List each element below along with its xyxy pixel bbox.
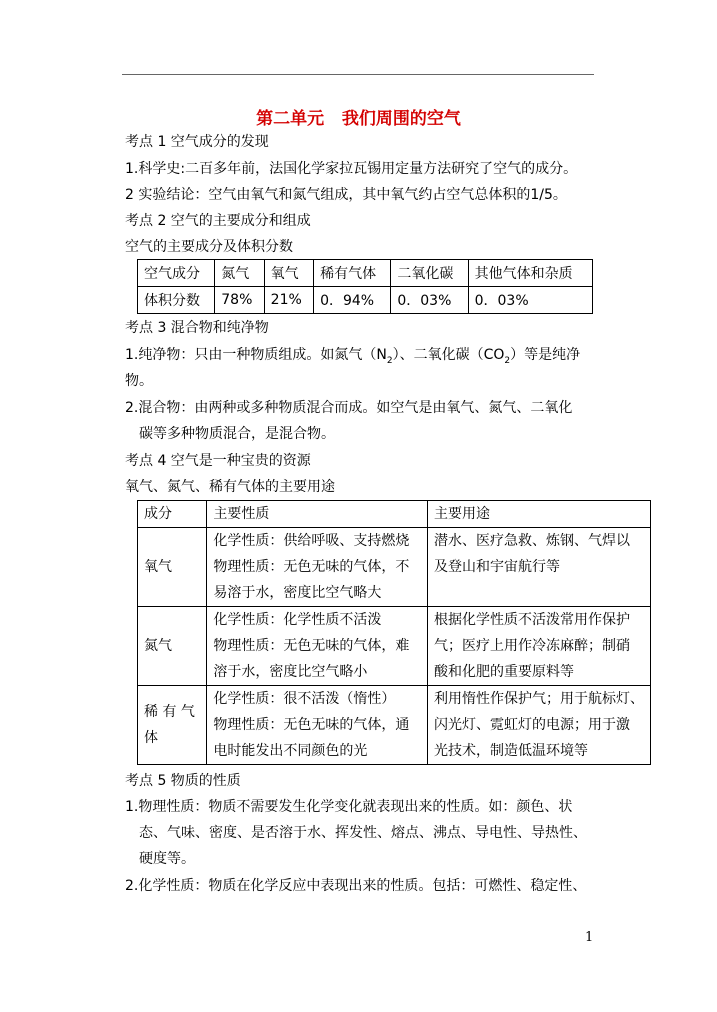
table-cell: 二氧化碳 <box>391 260 468 287</box>
table-caption: 氧气、氮气、稀有气体的主要用途 <box>125 479 335 495</box>
table-cell <box>207 528 428 607</box>
section-heading-2: 考点 2 空气的主要成分和组成 <box>125 213 311 229</box>
table-cell: 氮气 <box>215 260 264 287</box>
table-row <box>138 501 651 528</box>
text: 闪光灯、霓虹灯的电源；用于激 <box>433 717 630 733</box>
text: 物理性质：无色无味的气体，通 <box>213 717 410 733</box>
table-cell <box>207 607 428 686</box>
table-row <box>138 287 593 314</box>
text: 溶于水，密度比空气略小 <box>213 664 368 680</box>
paragraph: 2 实验结论：空气由氧气和氮气组成，其中氧气约占空气总体积的1/5。 <box>125 187 567 203</box>
text: 电时能发出不同颜色的光 <box>213 743 368 759</box>
table-cell <box>207 686 428 765</box>
page-title: 第二单元 我们周围的空气 <box>256 109 461 129</box>
text: ）等是纯净 <box>510 347 581 363</box>
paragraph <box>125 346 580 370</box>
page-number: 1 <box>585 930 594 945</box>
header-rule <box>122 74 594 75</box>
table-cell: 0．03% <box>468 287 592 314</box>
air-composition-table <box>137 259 593 314</box>
text: 及登山和宇宙航行等 <box>433 559 560 575</box>
paragraph: 1.物理性质：物质不需要发生化学变化就表现出来的性质。如：颜色、状 <box>125 799 573 815</box>
table-cell <box>427 686 650 765</box>
paragraph: 态、气味、密度、是否溶于水、挥发性、熔点、沸点、导电性、导热性、 <box>139 825 587 841</box>
table-cell <box>427 528 650 607</box>
section-heading-4: 考点 4 空气是一种宝贵的资源 <box>125 453 311 469</box>
table-cell: 成分 <box>138 501 207 528</box>
paragraph: 碳等多种物质混合，是混合物。 <box>139 426 335 442</box>
table-cell: 主要用途 <box>427 501 650 528</box>
section-heading-5: 考点 5 物质的性质 <box>125 773 241 789</box>
text: 物理性质：无色无味的气体，难 <box>213 638 410 654</box>
table-cell <box>427 607 650 686</box>
table-cell: 氧气 <box>264 260 313 287</box>
text: 化学性质：化学性质不活泼 <box>213 612 382 628</box>
subscript: 2 <box>386 355 393 366</box>
table-cell: 体积分数 <box>138 287 215 314</box>
subscript: 2 <box>504 355 511 366</box>
section-heading-3: 考点 3 混合物和纯净物 <box>125 320 269 336</box>
table-cell <box>138 686 207 765</box>
text: 易溶于水，密度比空气略大 <box>213 585 382 601</box>
table-cell: 0．03% <box>391 287 468 314</box>
table-cell: 氧气 <box>138 528 207 607</box>
text: 潜水、医疗急救、炼钢、气焊以 <box>433 533 630 549</box>
paragraph: 2.化学性质：物质在化学反应中表现出来的性质。包括：可燃性、稳定性、 <box>125 878 587 894</box>
text: 物理性质：无色无味的气体，不 <box>213 559 410 575</box>
gas-uses-table <box>137 500 651 765</box>
text: 化学性质：供给呼吸、支持燃烧 <box>213 533 410 549</box>
table-cell: 21% <box>264 287 313 314</box>
table-cell: 空气成分 <box>138 260 215 287</box>
text: 利用惰性作保护气；用于航标灯、 <box>433 691 644 707</box>
text: 化学性质：很不活泼（惰性） <box>213 691 396 707</box>
table-row <box>138 686 651 765</box>
paragraph: 硬度等。 <box>139 851 195 867</box>
table-cell: 其他气体和杂质 <box>468 260 592 287</box>
table-cell: 氮气 <box>138 607 207 686</box>
text: 稀 有 气 <box>144 704 195 720</box>
table-cell: 78% <box>215 287 264 314</box>
text: 体 <box>144 730 158 746</box>
table-caption: 空气的主要成分及体积分数 <box>125 239 293 255</box>
table-row <box>138 260 593 287</box>
paragraph: 物。 <box>125 373 153 389</box>
table-row <box>138 607 651 686</box>
text: 光技术，制造低温环境等 <box>433 743 588 759</box>
section-heading-1: 考点 1 空气成分的发现 <box>125 134 269 150</box>
text: ）、二氧化碳（CO <box>392 347 505 363</box>
text: 酸和化肥的重要原料等 <box>433 664 574 680</box>
text: 1.纯净物：只由一种物质组成。如氮气（N <box>125 347 387 363</box>
table-row <box>138 528 651 607</box>
text: 气；医疗上用作冷冻麻醉；制硝 <box>433 638 630 654</box>
text: 根据化学性质不活泼常用作保护 <box>433 612 630 628</box>
paragraph: 1.科学史:二百多年前，法国化学家拉瓦锡用定量方法研究了空气的成分。 <box>125 161 578 177</box>
table-cell: 0．94% <box>314 287 391 314</box>
table-cell: 主要性质 <box>207 501 428 528</box>
paragraph: 2.混合物：由两种或多种物质混合而成。如空气是由氧气、氮气、二氧化 <box>125 400 573 416</box>
table-cell: 稀有气体 <box>314 260 391 287</box>
